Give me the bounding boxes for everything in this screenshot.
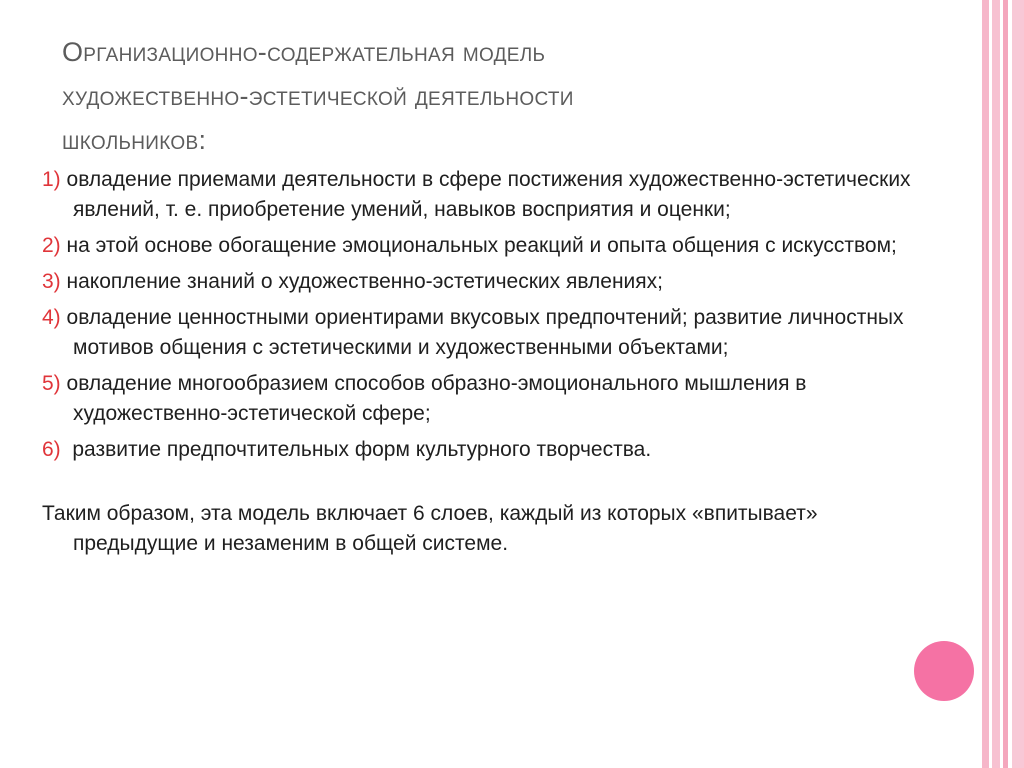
- slide-title: [62, 30, 922, 162]
- decor-stripe: [992, 0, 1000, 768]
- slide-content: [42, 165, 922, 559]
- item-number: 6): [42, 438, 61, 461]
- item-text: овладение ценностными ориентирами вкусовых предпочтений; развитие личностных мотивов общения с эстетическими и художественными объектами;: [60, 306, 904, 359]
- list-item: [42, 435, 922, 465]
- list-item: [42, 267, 922, 297]
- item-number: 2): [42, 234, 61, 257]
- item-text: накопление знаний о художественно-эстетических явлениях;: [60, 270, 663, 293]
- decor-stripe: [982, 0, 989, 768]
- item-number: 5): [42, 372, 61, 395]
- item-text: овладение приемами деятельности в сфере постижения художественно-эстетических явлений, т. е. приобретение умений, навыков восприятия и оценки;: [60, 168, 911, 221]
- decor-stripe: [1012, 0, 1024, 768]
- item-text: овладение многообразием способов образно-эмоционального мышления в художественно-эстетической сфере;: [60, 372, 807, 425]
- list-item: [42, 369, 922, 429]
- title-line: школьников:: [62, 125, 207, 155]
- item-text: на этой основе обогащение эмоциональных реакций и опыта общения с искусством;: [60, 234, 897, 257]
- list-item: [42, 231, 922, 261]
- summary-text: Таким образом, эта модель включает 6 слоев, каждый из которых «впитывает» предыдущие и незаменим в общей системе.: [42, 502, 818, 555]
- title-line: Организационно-содержательная модель: [62, 37, 546, 67]
- item-number: 1): [42, 168, 61, 191]
- decor-circle: [914, 641, 974, 701]
- list-item: [42, 165, 922, 225]
- item-number: 4): [42, 306, 61, 329]
- item-number: 3): [42, 270, 61, 293]
- item-text: развитие предпочтительных форм культурного творчества.: [60, 438, 652, 461]
- list-item: [42, 303, 922, 363]
- title-line: художественно-эстетической деятельности: [62, 81, 574, 111]
